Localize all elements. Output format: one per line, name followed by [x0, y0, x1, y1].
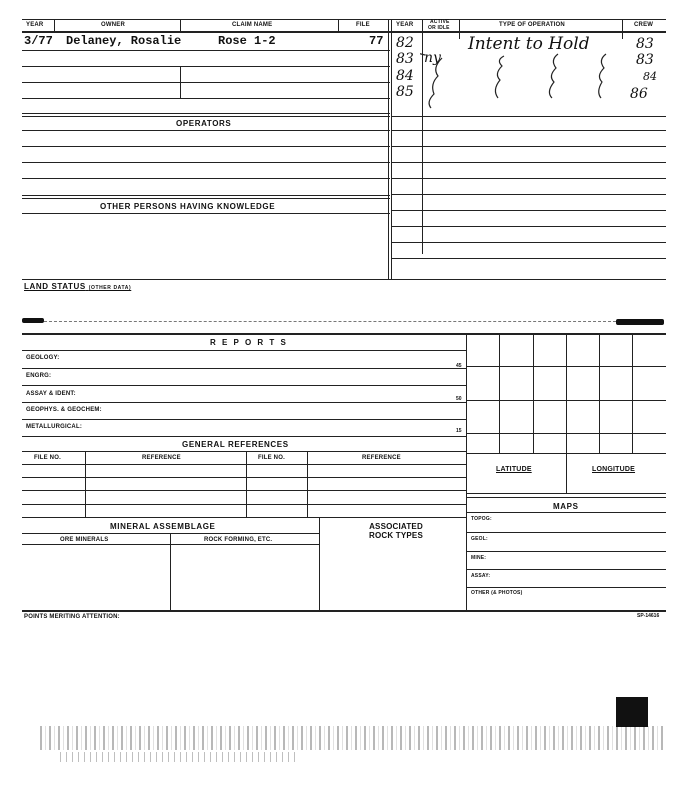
ref-reference2-header: REFERENCE	[362, 455, 401, 461]
col-active-header-2: OR IDLE	[428, 25, 450, 31]
record-year: 3/77	[24, 34, 53, 48]
land-status-heading: LAND STATUS (OTHER DATA)	[24, 282, 132, 291]
col-year2-header: YEAR	[396, 22, 414, 28]
hand-year-2: 83	[396, 51, 414, 67]
associated-rock-types-heading: ASSOCIATED ROCK TYPES	[368, 522, 423, 540]
hand-crew-2: 83	[636, 52, 654, 68]
hand-year-1: 82	[396, 35, 414, 51]
operators-heading: OPERATORS	[176, 119, 232, 128]
col-active-header-1: ACTIVE	[430, 19, 450, 25]
report-geophys: GEOPHYS. & GEOCHEM:	[26, 407, 102, 413]
col-file-header: FILE	[356, 22, 370, 28]
report-num-50: 50	[456, 396, 462, 402]
report-metallurgical: METALLURGICAL:	[26, 424, 83, 430]
hand-note: ny	[424, 50, 441, 66]
report-assay: ASSAY & IDENT:	[26, 391, 76, 397]
col-crew-header: CREW	[634, 22, 654, 28]
ref-reference-header: REFERENCE	[142, 455, 181, 461]
ore-minerals-header: ORE MINERALS	[60, 537, 109, 543]
col-year-header: YEAR	[26, 22, 44, 28]
land-status-bar-right	[616, 319, 664, 325]
scan-noise-band-2	[60, 752, 300, 762]
map-assay: ASSAY:	[471, 573, 491, 579]
handwritten-ditto-marks	[420, 48, 650, 110]
report-num-15: 15	[456, 428, 462, 434]
mineral-assemblage-heading: MINERAL ASSEMBLAGE	[110, 522, 216, 531]
record-file: 77	[369, 34, 384, 48]
ref-file-no2-header: FILE NO.	[258, 455, 285, 461]
map-geol: GEOL:	[471, 536, 488, 542]
longitude-label: LONGITUDE	[592, 466, 636, 473]
report-num-45: 45	[456, 363, 462, 369]
map-topog: TOPOG:	[471, 516, 492, 522]
ref-file-no-header: FILE NO.	[34, 455, 61, 461]
col-owner-header: OWNER	[101, 22, 125, 28]
record-claim: Rose 1-2	[218, 34, 276, 48]
map-mine: MINE:	[471, 555, 487, 561]
scan-noise-band	[40, 726, 665, 750]
hand-crew-4: 86	[630, 86, 648, 102]
hand-year-3: 84	[396, 68, 414, 84]
scan-black-mark	[616, 697, 648, 727]
map-other: OTHER (& PHOTOS)	[471, 590, 523, 596]
hand-operation: Intent to Hold	[468, 34, 590, 54]
report-engrg: ENGRG:	[26, 373, 52, 379]
latitude-label: LATITUDE	[496, 466, 532, 473]
land-status-bar-left	[22, 318, 44, 323]
col-type-of-operation-header: TYPE OF OPERATION	[499, 22, 565, 28]
maps-heading: MAPS	[553, 502, 579, 511]
points-meriting-attention-label: POINTS MERITING ATTENTION:	[24, 614, 120, 620]
rock-forming-header: ROCK FORMING, ETC.	[204, 537, 273, 543]
record-owner: Delaney, Rosalie	[66, 34, 182, 48]
report-geology: GEOLOGY:	[26, 355, 60, 361]
hand-year-4: 85	[396, 84, 414, 100]
other-persons-heading: OTHER PERSONS HAVING KNOWLEDGE	[100, 202, 276, 211]
general-references-heading: GENERAL REFERENCES	[182, 440, 289, 449]
col-claim-name-header: CLAIM NAME	[232, 22, 273, 28]
hand-crew-1: 83	[636, 36, 654, 52]
hand-crew-3: 84	[643, 70, 657, 83]
form-number: SP-14616	[637, 613, 660, 619]
reports-heading: R E P O R T S	[210, 338, 288, 347]
